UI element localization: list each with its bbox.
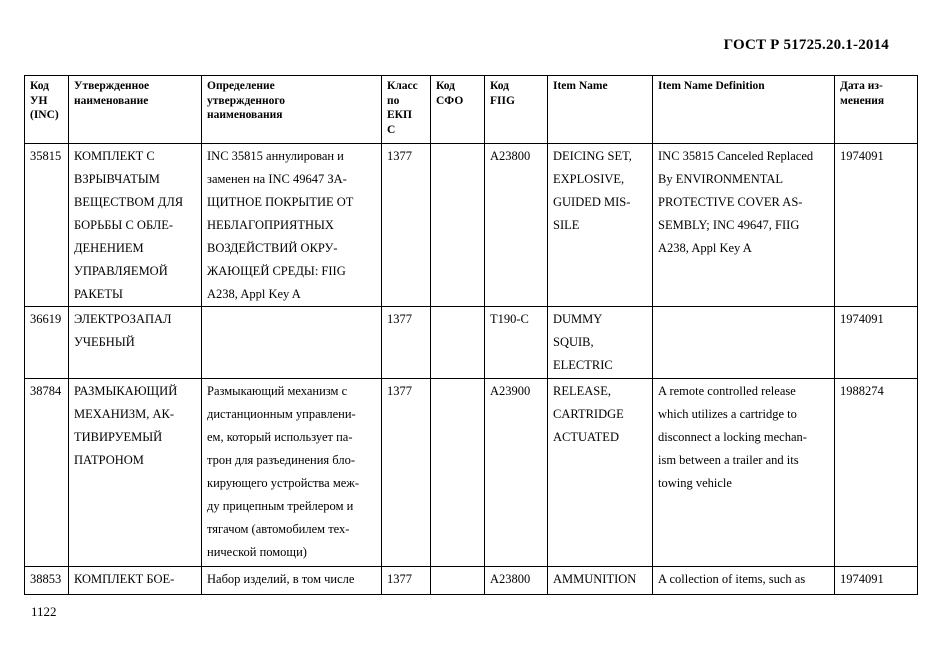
- table-row: [25, 307, 918, 379]
- cell-approved-name: КОМПЛЕКТ БОЕ-: [69, 567, 202, 595]
- col-header-change-date: Дата из- менения: [835, 76, 918, 144]
- cell-class: 1377: [382, 567, 431, 595]
- cell-item-name-definition: INC 35815 Canceled Replaced By ENVIRONMENTAL PROTECTIVE COVER AS- SEMBLY; INC 49647, FIIG A238, Appl Key A: [653, 144, 835, 307]
- cell-approved-name: РАЗМЫКАЮЩИЙ МЕХАНИЗМ, АК- ТИВИРУЕМЫЙ ПАТРОНОМ: [69, 379, 202, 567]
- table-row: [25, 144, 918, 307]
- table-row: [25, 567, 918, 595]
- cell-approved-name: КОМПЛЕКТ С ВЗРЫВЧАТЫМ ВЕЩЕСТВОМ ДЛЯ БОРЬБЫ С ОБЛЕ- ДЕНЕНИЕМ УПРАВЛЯЕМОЙ РАКЕТЫ: [69, 144, 202, 307]
- cell-change-date: 1974091: [835, 567, 918, 595]
- cell-sfo: [431, 567, 485, 595]
- col-header-definition: Определение утвержденного наименования: [202, 76, 382, 144]
- cell-definition: Набор изделий, в том числе: [202, 567, 382, 595]
- col-header-class: Класс по ЕКП С: [382, 76, 431, 144]
- cell-fiig: A23900: [485, 379, 548, 567]
- cell-item-name: DEICING SET, EXPLOSIVE, GUIDED MIS- SILE: [548, 144, 653, 307]
- cell-fiig: T190-C: [485, 307, 548, 379]
- cell-item-name: RELEASE, CARTRIDGE ACTUATED: [548, 379, 653, 567]
- col-header-item-name-definition: Item Name Definition: [653, 76, 835, 144]
- col-header-approved-name: Утвержденное наименование: [69, 76, 202, 144]
- cell-class: 1377: [382, 307, 431, 379]
- cell-inc: 36619: [25, 307, 69, 379]
- cell-definition: [202, 307, 382, 379]
- cell-definition: Размыкающий механизм с дистанционным управлени- ем, который использует па- трон для разъединения бло- кирующего устройства меж- ду прицепным трейлером и тягачом (автомобилем тех- нической помощи): [202, 379, 382, 567]
- col-header-inc: Код УН (INC): [25, 76, 69, 144]
- col-header-item-name: Item Name: [548, 76, 653, 144]
- cell-item-name-definition: [653, 307, 835, 379]
- cell-item-name-definition: A collection of items, such as: [653, 567, 835, 595]
- table-row: [25, 379, 918, 567]
- cell-definition: INC 35815 аннулирован и заменен на INC 49647 ЗА- ЩИТНОЕ ПОКРЫТИЕ ОТ НЕБЛАГОПРИЯТНЫХ ВОЗДЕЙСТВИЙ ОКРУ- ЖАЮЩЕЙ СРЕДЫ: FIIG A238, Appl Key A: [202, 144, 382, 307]
- col-header-fiig: Код FIIG: [485, 76, 548, 144]
- cell-sfo: [431, 379, 485, 567]
- cell-item-name: AMMUNITION: [548, 567, 653, 595]
- col-header-sfo: Код СФО: [431, 76, 485, 144]
- cell-item-name: DUMMY SQUIB, ELECTRIC: [548, 307, 653, 379]
- cell-sfo: [431, 307, 485, 379]
- cell-item-name-definition: A remote controlled release which utilizes a cartridge to disconnect a locking mechan- ism between a trailer and its towing vehicle: [653, 379, 835, 567]
- document-code: ГОСТ Р 51725.20.1-2014: [723, 37, 889, 53]
- cell-change-date: 1974091: [835, 144, 918, 307]
- cell-inc: 38853: [25, 567, 69, 595]
- cell-fiig: A23800: [485, 567, 548, 595]
- table-header-row: [25, 76, 918, 144]
- cell-class: 1377: [382, 379, 431, 567]
- cell-sfo: [431, 144, 485, 307]
- cell-change-date: 1988274: [835, 379, 918, 567]
- cell-inc: 35815: [25, 144, 69, 307]
- cell-class: 1377: [382, 144, 431, 307]
- registry-table: [24, 75, 918, 595]
- cell-inc: 38784: [25, 379, 69, 567]
- cell-change-date: 1974091: [835, 307, 918, 379]
- cell-approved-name: ЭЛЕКТРОЗАПАЛ УЧЕБНЫЙ: [69, 307, 202, 379]
- page-number: 1122: [31, 604, 57, 619]
- cell-fiig: A23800: [485, 144, 548, 307]
